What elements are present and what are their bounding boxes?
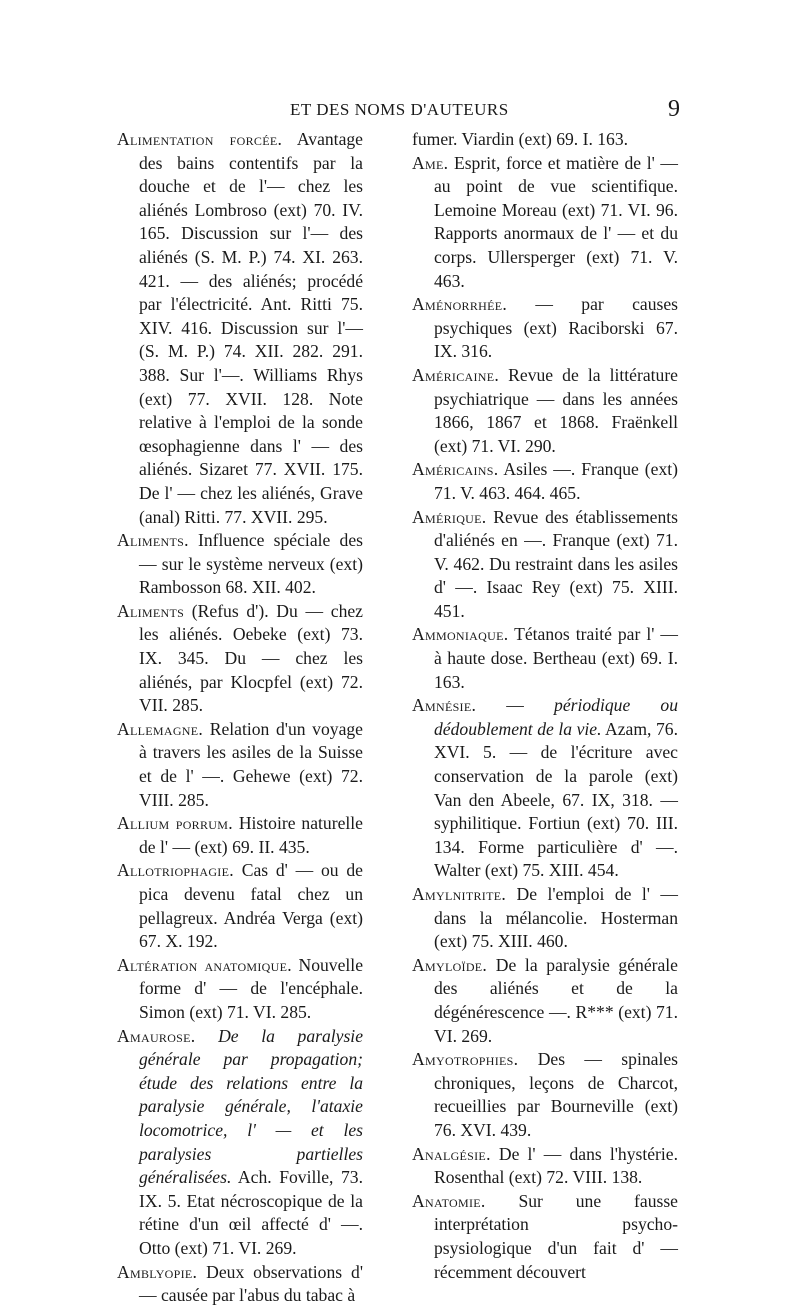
index-entry [117, 529, 363, 600]
index-entry [117, 954, 363, 1025]
entry-text: Avantage des bains contentifs par la douche et de l'— chez les aliénés Lombroso (ext) 70. IV. 165. Discussion sur l'— des aliénés (S. M. P.) 74. XI. 263. 421. — des aliénés; procédé par l'électricité. Ant. Ritti 75. XIV. 416. Discussion sur l'— (S. M. P.) 74. XII. 282. 291. 388. Sur l'—. Williams Rhys (ext) 77. XVII. 128. Note relative à l'emploi de la sonde œsophagienne dans l' — des aliénés. Sizaret 77. XVII. 175. De l' — chez les aliénés, Grave (anal) Ritti. 77. XVII. 295. [139, 129, 363, 527]
index-entry [117, 812, 363, 859]
entry-text: Revue de la littérature psychiatrique — dans les années 1866, 1867 et 1868. Fraënkell (ext) 71. VI. 290. [434, 364, 678, 456]
entry-text: De la paralysie générale des aliénés et de la dégénérescence —. R*** (ext) 71. VI. 269. [434, 954, 678, 1046]
entry-text: Cas d' — ou de pica devenu fatal chez un pellagreux. Andréa Verga (ext) 67. X. 192. [139, 860, 363, 952]
entry-text: — par causes psychiques (ext) Raciborski 67. IX. 316. [434, 294, 678, 362]
index-entry [117, 1025, 363, 1261]
entry-headword: Anatomie. [412, 1190, 486, 1211]
entry-text: Esprit, force et matière de l' — au point de vue scientifique. Lemoine Moreau (ext) 71. VI. 96. Rapports anormaux de l' — et du corps. Ullersperger (ext) 71. V. 463. [434, 152, 678, 291]
entry-headword: Allemagne. [117, 718, 204, 739]
index-entry [412, 152, 678, 294]
index-entry [117, 859, 363, 953]
entry-headword: Ame. [412, 152, 449, 173]
index-entry [412, 623, 678, 694]
left-column [117, 128, 363, 1308]
entry-italic-title: De la paralysie générale par propagation; étude des relations entre la paralysie générale, l'ataxie locomotrice, l' — et les paralysies partielles généralisées. [139, 1025, 363, 1188]
entry-text: Deux observations d' — causée par l'abus du tabac à [139, 1261, 363, 1306]
entry-headword: Amaurose. [117, 1025, 196, 1046]
entry-text: (Refus d'). Du — chez les aliénés. Oebeke (ext) 73. IX. 345. Du — chez les aliénés, par Klocpfel (ext) 72. VII. 285. [139, 600, 363, 716]
entry-text: Influence spéciale des — sur le système nerveux (ext) Rambosson 68. XII. 402. [139, 530, 363, 598]
right-column [412, 128, 678, 1284]
entry-text: De l' — dans l'hystérie. Rosenthal (ext) 72. VIII. 138. [434, 1143, 678, 1188]
entry-headword: Aliments. [117, 530, 189, 551]
entry-text: De l'emploi de l' — dans la mélancolie. Hosterman (ext) 75. XIII. 460. [434, 884, 678, 952]
entry-headword: Altération anatomique. [117, 954, 292, 975]
entry-headword: Allium porrum. [117, 813, 233, 834]
entry-headword: Aliments [117, 600, 185, 621]
index-entry [117, 718, 363, 812]
entry-text: Nouvelle forme d' — de l'encéphale. Simon (ext) 71. VI. 285. [139, 954, 363, 1022]
entry-italic-title: périodique ou dédoublement de la vie. [434, 695, 679, 739]
entry-headword: Analgésie. [412, 1143, 491, 1164]
page-header [0, 96, 800, 130]
entry-text: Asiles —. Franque (ext) 71. V. 463. 464. 465. [434, 459, 678, 503]
index-entry [412, 506, 678, 624]
index-entry [412, 364, 678, 458]
entry-headword: Amérique. [412, 506, 487, 527]
entry-headword: Amyloïde. [412, 954, 488, 975]
entry-text: — [476, 695, 555, 716]
entry-text: Revue des établissements d'aliénés en —. Franque (ext) 71. V. 462. Du restraint dans les asiles d' —. Isaac Rey (ext) 75. XIII. 451. [434, 506, 678, 621]
entry-text: fumer. Viardin (ext) 69. I. 163. [412, 129, 629, 149]
entry-headword: Américains. [412, 459, 499, 480]
page-number: 9 [668, 96, 680, 122]
index-entry [412, 128, 678, 152]
index-entry [412, 1048, 678, 1142]
entry-text: Relation d'un voyage à travers les asiles de la Suisse et de l' —. Gehewe (ext) 72. VIII. 285. [139, 718, 363, 810]
entry-text: Sur une fausse interprétation psycho-psysiologique d'un fait d' — récemment découvert [434, 1190, 678, 1282]
running-title: ET DES NOMS D'AUTEURS [290, 100, 509, 119]
index-entry [412, 293, 678, 364]
index-entry [412, 883, 678, 954]
entry-headword: Amylnitrite. [412, 884, 507, 904]
entry-text: Tétanos traité par l' — à haute dose. Bertheau (ext) 69. I. 163. [434, 624, 678, 692]
entry-text: Azam, 76. XVI. 5. — de l'écriture avec conservation de la parole (ext) Van den Abeele, 67. IX, 318. — syphilitique. Fortiun (ext) 70. III. 134. Forme particulière d' —. Walter (ext) 75. XIII. 454. [434, 718, 678, 881]
index-entry [412, 1143, 678, 1190]
entry-headword: Aménorrhée. [412, 294, 508, 315]
entry-headword: Alimentation forcée. [117, 129, 283, 149]
index-entry [412, 458, 678, 505]
entry-headword: Américaine. [412, 364, 500, 385]
index-entry [117, 128, 363, 529]
entry-headword: Ammoniaque. [412, 624, 509, 645]
entry-headword: Amblyopie. [117, 1261, 198, 1282]
entry-headword: Amnésie. [412, 695, 477, 716]
entry-text: Ach. Foville, 73. IX. 5. Etat nécroscopique de la rétine d'un œil affecté d' —. Otto (ext) 71. VI. 269. [139, 1167, 363, 1258]
index-entry [117, 600, 363, 718]
index-entry [117, 1261, 363, 1308]
entry-text: Des — spinales chroniques, leçons de Charcot, recueillies par Bourneville (ext) 76. XVI. 439. [434, 1049, 678, 1140]
index-entry [412, 954, 678, 1048]
entry-headword: Allotriophagie. [117, 860, 234, 881]
entry-headword: Amyotrophies. [412, 1049, 519, 1070]
index-entry [412, 694, 678, 883]
entry-text: Histoire naturelle de l' — (ext) 69. II. 435. [139, 813, 363, 857]
